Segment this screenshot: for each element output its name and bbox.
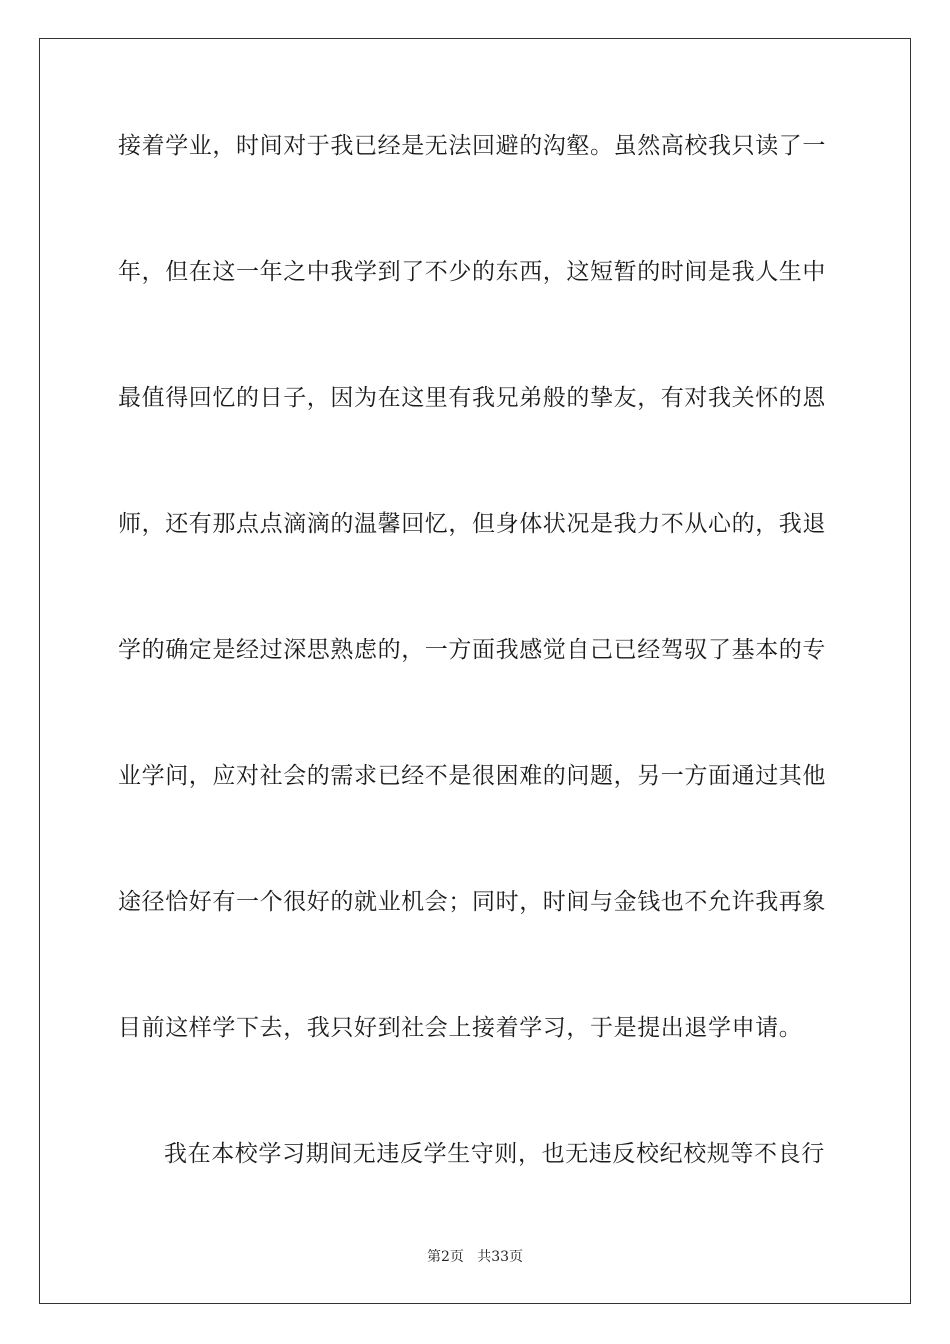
page-border bbox=[39, 38, 911, 1304]
text-line: 途径恰好有一个很好的就业机会；同时，时间与金钱也不允许我再象 bbox=[118, 889, 826, 915]
page-number-footer: 第2页 共33页 bbox=[426, 1249, 524, 1265]
text-line: 业学问，应对社会的需求已经不是很困难的问题，另一方面通过其他 bbox=[118, 763, 826, 789]
text-line: 师，还有那点点滴滴的温馨回忆，但身体状况是我力不从心的，我退 bbox=[118, 511, 826, 537]
text-line: 接着学业，时间对于我已经是无法回避的沟壑。虽然高校我只读了一 bbox=[118, 133, 826, 159]
paragraph-first-line: 我在本校学习期间无违反学生守则，也无违反校纪校规等不良行 bbox=[164, 1141, 825, 1167]
text-line: 目前这样学下去，我只好到社会上接着学习，于是提出退学申请。 bbox=[118, 1015, 803, 1041]
text-line: 学的确定是经过深思熟虑的，一方面我感觉自己已经驾驭了基本的专 bbox=[118, 637, 826, 663]
text-line: 最值得回忆的日子，因为在这里有我兄弟般的挚友，有对我关怀的恩 bbox=[118, 385, 826, 411]
text-line: 年，但在这一年之中我学到了不少的东西，这短暂的时间是我人生中 bbox=[118, 259, 826, 285]
